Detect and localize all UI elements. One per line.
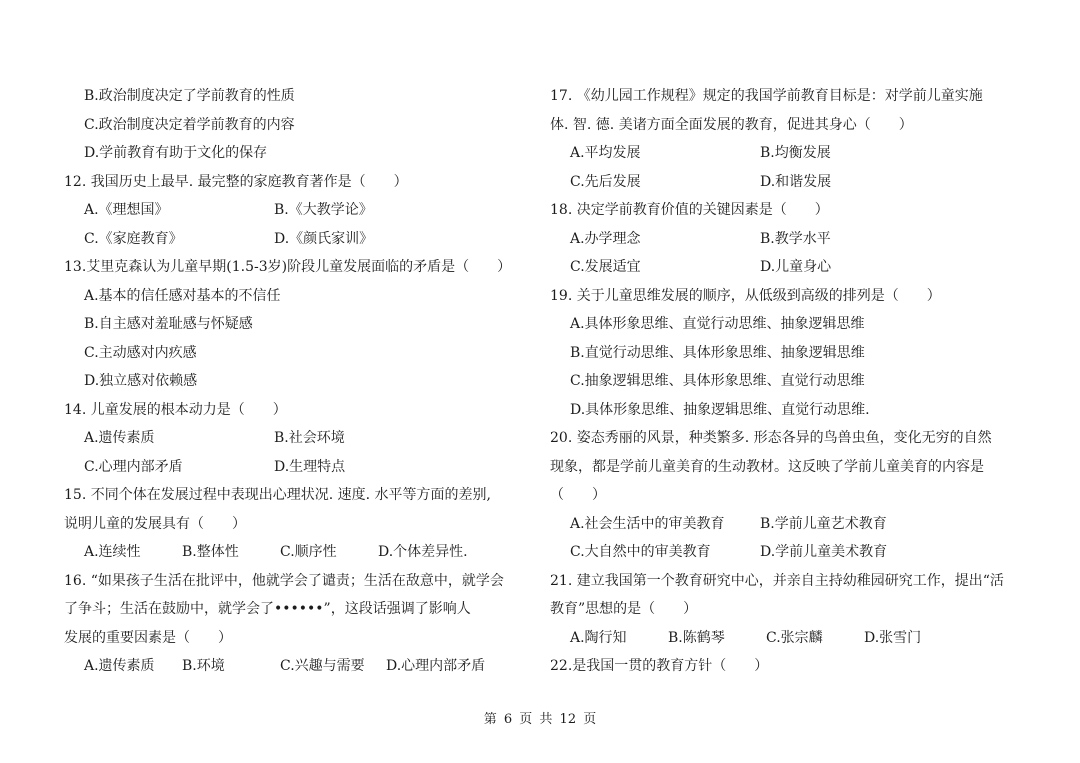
q21-option-b: B.陈鹤琴 bbox=[668, 629, 725, 646]
left-column bbox=[64, 82, 534, 681]
q18-option-d: D.儿童身心 bbox=[760, 259, 832, 275]
q13-option-b: B.自主感对羞耻感与怀疑感 bbox=[84, 316, 253, 332]
q17-options-cd bbox=[550, 168, 1020, 197]
q15-options bbox=[64, 538, 534, 567]
q20-option-c: C.大自然中的审美教育 bbox=[570, 544, 711, 560]
q16-option-d: D.心理内部矛盾 bbox=[386, 658, 486, 674]
q11-option-c: C.政治制度决定着学前教育的内容 bbox=[84, 116, 295, 133]
q12-options-cd bbox=[64, 225, 534, 254]
q19-option-d: D.具体形象思维、抽象逻辑思维、直觉行动思维. bbox=[570, 401, 870, 418]
q17-stem-line1: 17. 《幼儿园工作规程》规定的我国学前教育目标是：对学前儿童实施 bbox=[550, 88, 983, 104]
q21-options bbox=[550, 624, 1020, 653]
q12-option-c: C.《家庭教育》 bbox=[84, 230, 183, 247]
q16-stem-line3: 发展的重要因素是（ ） bbox=[64, 629, 232, 646]
q12-option-a: A.《理想国》 bbox=[84, 202, 169, 218]
q19-stem: 19. 关于儿童思维发展的顺序，从低级到高级的排列是（ ） bbox=[550, 287, 941, 304]
q22-stem: 22.是我国一贯的教育方针（ ） bbox=[550, 658, 769, 674]
q14-stem: 14. 儿童发展的根本动力是（ ） bbox=[64, 401, 287, 418]
q21-stem-line2: 教育”思想的是（ ） bbox=[550, 601, 698, 617]
q20-stem-line2: 现象，都是学前儿童美育的生动教材。这反映了学前儿童美育的内容是 bbox=[550, 458, 984, 475]
q20-stem-line3: （ ） bbox=[550, 487, 606, 503]
q20-option-a: A.社会生活中的审美教育 bbox=[570, 515, 725, 532]
q12-options-ab bbox=[64, 196, 534, 225]
q12-option-d: D.《颜氏家训》 bbox=[274, 230, 374, 247]
q17-options-ab bbox=[550, 139, 1020, 168]
q17-stem-line2: 体. 智. 德. 美诸方面全面发展的教育，促进其身心（ ） bbox=[550, 116, 913, 133]
q18-option-c: C.发展适宜 bbox=[570, 259, 641, 275]
q16-option-b: B.环境 bbox=[182, 658, 225, 674]
q14-option-b: B.社会环境 bbox=[274, 430, 345, 446]
q15-option-d: D.个体差异性. bbox=[378, 544, 468, 560]
q19-option-c: C.抽象逻辑思维、具体形象思维、直觉行动思维 bbox=[570, 373, 865, 389]
q18-stem: 18. 决定学前教育价值的关键因素是（ ） bbox=[550, 202, 829, 218]
q15-option-c: C.顺序性 bbox=[280, 544, 337, 560]
q16-option-c: C.兴趣与需要 bbox=[280, 658, 365, 674]
q20-options-cd bbox=[550, 538, 1020, 567]
right-column bbox=[550, 82, 1020, 681]
q20-options-ab bbox=[550, 510, 1020, 539]
q18-option-b: B.教学水平 bbox=[760, 230, 831, 247]
q14-option-c: C.心理内部矛盾 bbox=[84, 458, 183, 475]
q21-option-d: D.张雪门 bbox=[864, 629, 922, 646]
q14-options-ab bbox=[64, 424, 534, 453]
q13-option-a: A.基本的信任感对基本的不信任 bbox=[84, 287, 281, 304]
q11-option-b: B.政治制度决定了学前教育的性质 bbox=[84, 88, 295, 104]
q16-option-a: A.遗传素质 bbox=[84, 658, 155, 674]
q13-option-d: D.独立感对依赖感 bbox=[84, 373, 198, 389]
q18-options-cd bbox=[550, 253, 1020, 282]
q16-stem-line2: 了争斗；生活在鼓励中，就学会了••••••”，这段话强调了影响人 bbox=[64, 601, 471, 617]
q16-options bbox=[64, 652, 534, 681]
q21-option-a: A.陶行知 bbox=[570, 629, 627, 646]
q12-option-b: B.《大教学论》 bbox=[274, 202, 373, 218]
q18-option-a: A.办学理念 bbox=[570, 230, 641, 247]
q14-option-a: A.遗传素质 bbox=[84, 430, 155, 446]
q15-option-b: B.整体性 bbox=[182, 544, 239, 560]
page-number: 第 6 页 共 12 页 bbox=[483, 712, 597, 727]
q12-stem: 12. 我国历史上最早. 最完整的家庭教育著作是（ ） bbox=[64, 173, 408, 190]
q14-options-cd bbox=[64, 453, 534, 482]
q17-option-d: D.和谐发展 bbox=[760, 173, 832, 190]
q13-option-c: C.主动感对内疚感 bbox=[84, 344, 197, 361]
q19-option-a: A.具体形象思维、直觉行动思维、抽象逻辑思维 bbox=[570, 316, 865, 332]
q11-option-d: D.学前教育有助于文化的保存 bbox=[84, 145, 268, 161]
q15-stem-line2: 说明儿童的发展具有（ ） bbox=[64, 515, 246, 532]
q15-option-a: A.连续性 bbox=[84, 544, 141, 560]
q18-options-ab bbox=[550, 225, 1020, 254]
q17-option-c: C.先后发展 bbox=[570, 173, 641, 190]
q17-option-a: A.平均发展 bbox=[570, 145, 641, 161]
q17-option-b: B.均衡发展 bbox=[760, 145, 831, 161]
q14-option-d: D.生理特点 bbox=[274, 458, 346, 475]
q16-stem-line1: 16. “如果孩子生活在批评中，他就学会了谴责；生活在敌意中，就学会 bbox=[64, 572, 504, 589]
q13-stem: 13.艾里克森认为儿童早期(1.5-3岁)阶段儿童发展面临的矛盾是（ ） bbox=[64, 259, 512, 275]
q19-option-b: B.直觉行动思维、具体形象思维、抽象逻辑思维 bbox=[570, 344, 865, 361]
q15-stem-line1: 15. 不同个体在发展过程中表现出心理状况. 速度. 水平等方面的差别, bbox=[64, 487, 491, 503]
q20-option-d: D.学前儿童美术教育 bbox=[760, 544, 888, 560]
q21-option-c: C.张宗麟 bbox=[766, 629, 823, 646]
q20-stem-line1: 20. 姿态秀丽的风景，种类繁多. 形态各异的鸟兽虫鱼，变化无穷的自然 bbox=[550, 430, 992, 446]
q21-stem-line1: 21. 建立我国第一个教育研究中心，并亲自主持幼稚园研究工作，提出“活 bbox=[550, 572, 1004, 589]
q20-option-b: B.学前儿童艺术教育 bbox=[760, 515, 887, 532]
